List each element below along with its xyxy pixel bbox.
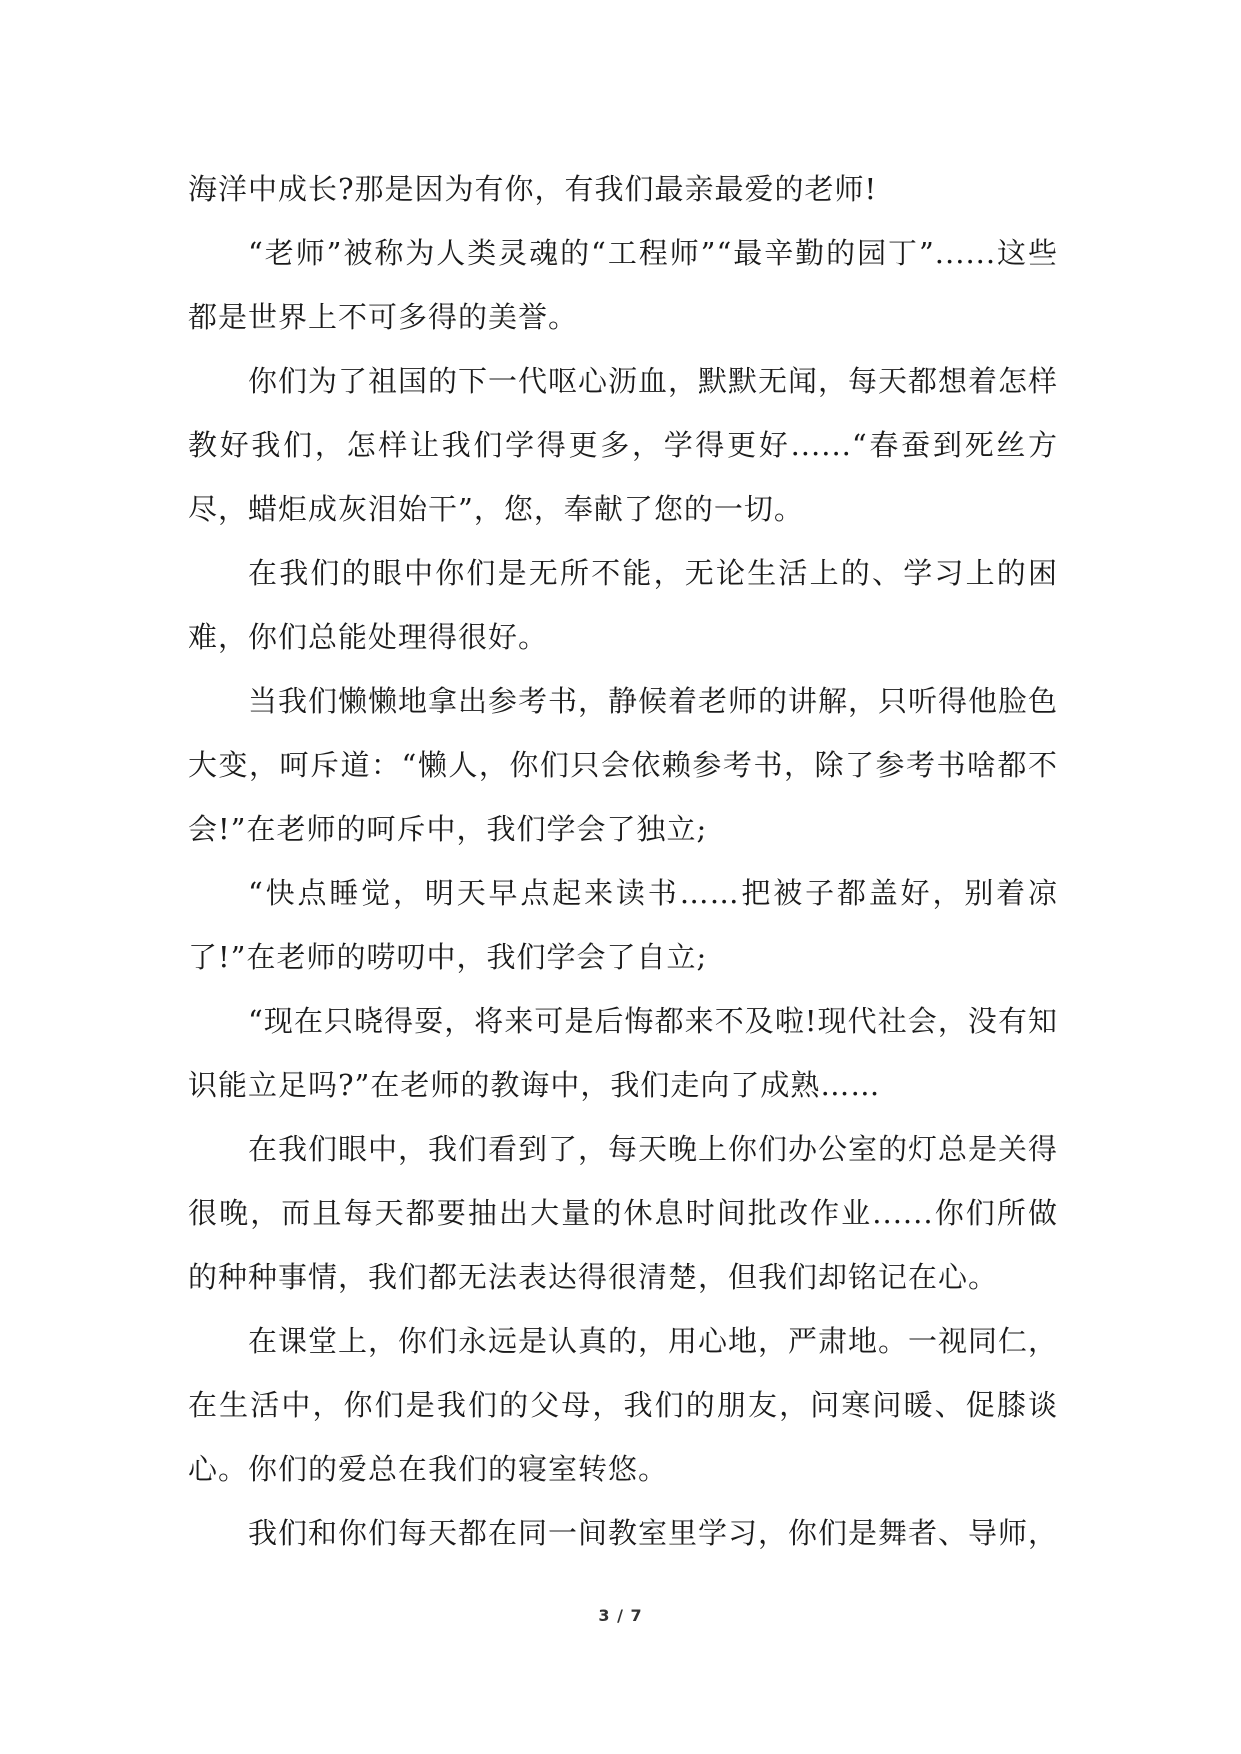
page-number: 3 / 7 (598, 1606, 643, 1625)
paragraph: “快点睡觉，明天早点起来读书……把被子都盖好，别着凉了!”在老师的唠叨中，我们学会了自立; (188, 876, 1058, 974)
body-text (188, 157, 1058, 1565)
paragraph: 当我们懒懒地拿出参考书，静候着老师的讲解，只听得他脸色大变，呵斥道：“懒人，你们只会依赖参考书，除了参考书啥都不会!”在老师的呵斥中，我们学会了独立; (188, 684, 1059, 846)
paragraph: “现在只晓得耍，将来可是后悔都来不及啦!现代社会，没有知识能立足吗?”在老师的教诲中，我们走向了成熟…… (188, 1004, 1058, 1102)
paragraph: 在我们的眼中你们是无所不能，无论生活上的、学习上的困难，你们总能处理得很好。 (188, 556, 1058, 654)
paragraph: 海洋中成长?那是因为有你，有我们最亲最爱的老师! (188, 172, 878, 206)
paragraph: 在我们眼中，我们看到了，每天晚上你们办公室的灯总是关得很晚，而且每天都要抽出大量的休息时间批改作业......你们所做的种种事情，我们都无法表达得很清楚，但我们却铭记在心。 (188, 1132, 1059, 1294)
paragraph: 你们为了祖国的下一代呕心沥血，默默无闻，每天都想着怎样教好我们，怎样让我们学得更多，学得更好......“春蚕到死丝方尽，蜡炬成灰泪始干”，您，奉献了您的一切。 (188, 364, 1059, 526)
paragraph: “老师”被称为人类灵魂的“工程师”“最辛勤的园丁”......这些都是世界上不可多得的美誉。 (188, 236, 1058, 334)
paragraph: 我们和你们每天都在同一间教室里学习，你们是舞者、导师， (248, 1516, 1059, 1550)
paragraph: 在课堂上，你们永远是认真的，用心地，严肃地。一视同仁，在生活中，你们是我们的父母，我们的朋友，问寒问暖、促膝谈心。你们的爱总在我们的寝室转悠。 (188, 1324, 1059, 1486)
